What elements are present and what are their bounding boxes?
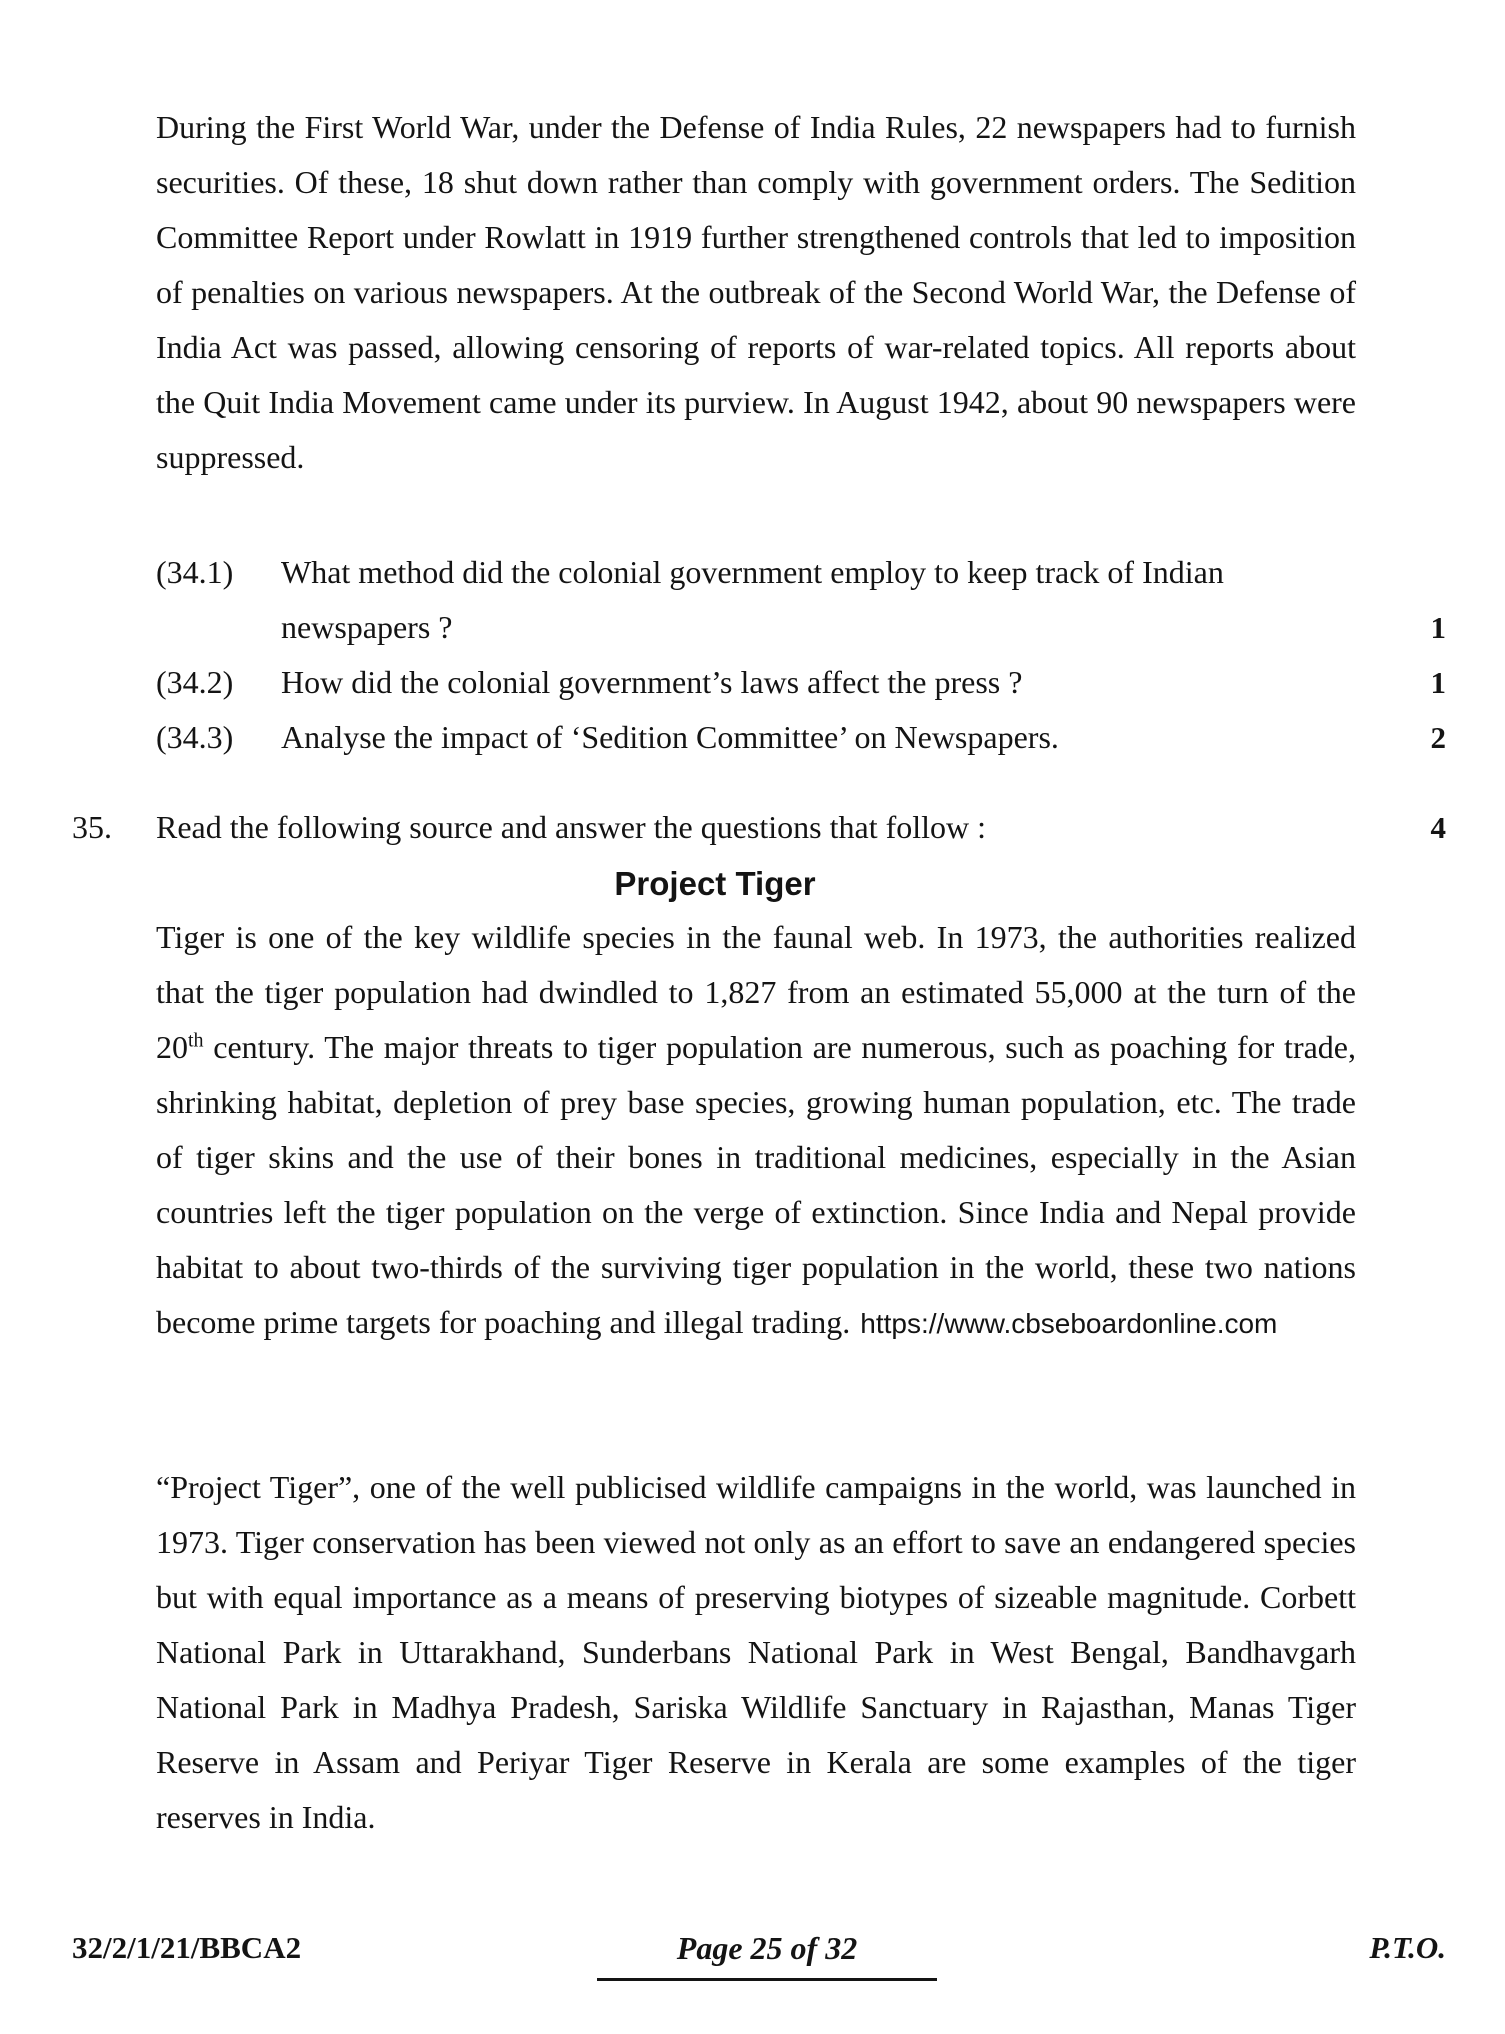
subquestion-number: (34.3) <box>156 719 234 755</box>
subquestion-marks: 2 <box>1430 720 1446 755</box>
source-text-b: century. The major threats to tiger population are numerous, such as poaching for trade, shrinking habitat, depletion of prey base species, growing human population, etc. The trade of tiger skins and the use of their bones in traditional medicines, especially in the Asian countries left the tiger population on the verge of extinction. Since India and Nepal provide habitat to about two-thirds of the surviving tiger population in the world, these two nations become prime targets for poaching and illegal trading. <box>156 1029 1356 1340</box>
subquestion-number: (34.2) <box>156 664 234 700</box>
subquestion-text: Analyse the impact of ‘Sedition Committee’ on Newspapers. <box>281 719 1059 755</box>
source-paragraph-1 <box>156 910 1356 1351</box>
subquestion-text: What method did the colonial government employ to keep track of Indian newspapers ? <box>281 554 1224 645</box>
question-number: 35. <box>72 809 112 845</box>
question-instruction: Read the following source and answer the questions that follow : <box>156 809 987 845</box>
source-text-a: Tiger is one of the key wildlife species in the faunal web. In 1973, the authorities realized that the tiger population had dwindled to 1,827 from an estimated 55,000 at the turn of the 20 <box>156 919 1356 1065</box>
please-turn-over: P.T.O. <box>1369 1930 1446 1965</box>
page-number-underline <box>597 1978 937 1981</box>
passage-34: During the First World War, under the Defense of India Rules, 22 newspapers had to furnish securities. Of these, 18 shut down rather than comply with government orders. The Sedition Committee Report under Rowlatt in 1919 further strengthened controls that led to imposition of penalties on various newspapers. At the outbreak of the Second World War, the Defense of India Act was passed, allowing censoring of reports of war-related topics. All reports about the Quit India Movement came under its purview. In August 1942, about 90 newspapers were suppressed. <box>156 109 1356 475</box>
page-number: Page 25 of 32 <box>676 1930 858 1966</box>
source-title: Project Tiger <box>614 865 816 902</box>
subquestion-number: (34.1) <box>156 554 234 590</box>
source-paragraph-2: “Project Tiger”, one of the well publicised wildlife campaigns in the world, was launched in 1973. Tiger conservation has been viewed not only as an effort to save an endangered species but with equal importance as a means of preserving biotypes of sizeable magnitude. Corbett National Park in Uttarakhand, Sunderbans National Park in West Bengal, Bandhavgarh National Park in Madhya Pradesh, Sariska Wildlife Sanctuary in Rajasthan, Manas Tiger Reserve in Assam and Periyar Tiger Reserve in Kerala are some examples of the tiger reserves in India. <box>156 1469 1356 1835</box>
watermark-url: https://www.cbseboardonline.com <box>860 1308 1278 1339</box>
subquestion-marks: 1 <box>1430 665 1446 700</box>
superscript: th <box>188 1029 204 1052</box>
paper-code: 32/2/1/21/BBCA2 <box>72 1930 302 1965</box>
question-marks: 4 <box>1430 810 1446 845</box>
subquestion-marks: 1 <box>1430 610 1446 645</box>
subquestion-text: How did the colonial government’s laws affect the press ? <box>281 664 1023 700</box>
